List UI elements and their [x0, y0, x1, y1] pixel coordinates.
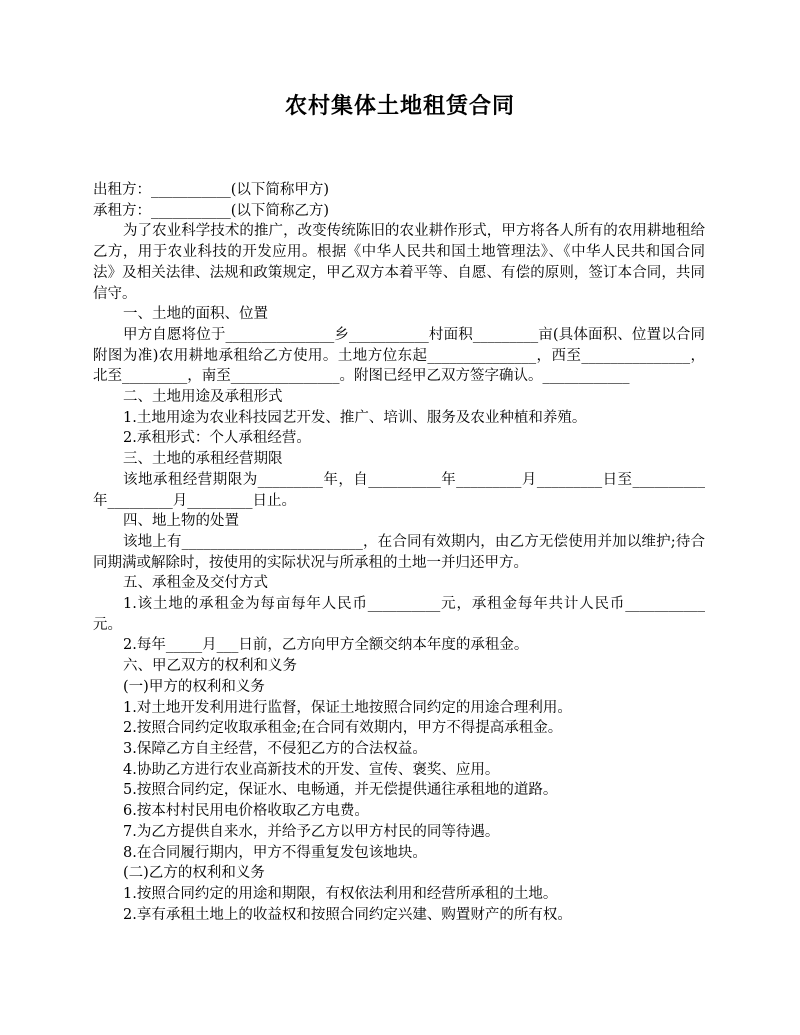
paragraph: 2.承租形式：个人承租经营。: [123, 430, 311, 447]
paragraph: 一、土地的面积、位置: [123, 306, 268, 323]
paragraph: 三、土地的承租经营期限: [123, 451, 283, 468]
paragraph: 2.按照合同约定收取承租金;在合同有效期内，甲方不得提高承租金。: [123, 720, 563, 737]
paragraph: 该地上有_________________________，在合同有效期内，由乙方无偿使用并加以维护;待合同期满或解除时，按使用的实际状况与所承租的土地一并归还甲方。: [93, 533, 705, 571]
paragraph: 1.土地用途为农业科技园艺开发、推广、培训、服务及农业种植和养殖。: [123, 409, 587, 426]
paragraph: (二)乙方的权利和义务: [123, 865, 265, 882]
paragraph: 六、甲乙双方的权利和义务: [123, 658, 297, 675]
paragraph: 二、土地用途及承租形式: [123, 389, 283, 406]
paragraph: 四、地上物的处置: [123, 513, 239, 530]
paragraph: (一)甲方的权利和义务: [123, 678, 265, 695]
paragraph: 1.对土地开发利用进行监督，保证土地按照合同约定的用途合理利用。: [123, 699, 572, 716]
paragraph: 5.按照合同约定，保证水、电畅通，并无偿提供通往承租地的道路。: [123, 782, 558, 799]
paragraph: 五、承租金及交付方式: [123, 575, 268, 592]
paragraph: 甲方自愿将位于_______________乡___________村面积_________亩(具体面积、位置以合同附图为准)农用耕地承租给乙方使用。土地方位东起_______________，西至_______________，北至_________，南至_______________。附图已经甲乙双方签字确认。____________: [93, 326, 705, 385]
paragraph: 承租方：___________(以下简称乙方): [93, 202, 330, 219]
document-title: 农村集体土地租赁合同: [284, 94, 515, 119]
paragraph: 该地承租经营期限为_________年，自__________年_________月_________日至__________年_________月_________日止。: [93, 471, 705, 509]
paragraph: 1.按照合同约定的用途和期限，有权依法利用和经营所承租的土地。: [123, 885, 558, 902]
document-body: [93, 180, 705, 925]
paragraph: 为了农业科学技术的推广，改变传统陈旧的农业耕作形式，甲方将各人所有的农用耕地租给乙方，用于农业科技的开发应用。根据《中华人民共和国土地管理法》、《中华人民共和国合同法》及相关法律、法规和政策规定，甲乙双方本着平等、自愿、有偿的原则，签订本合同，共同信守。: [93, 223, 705, 302]
paragraph: 2.享有承租土地上的收益权和按照合同约定兴建、购置财产的所有权。: [123, 906, 572, 923]
paragraph: 2.每年_____月___日前，乙方向甲方全额交纳本年度的承租金。: [123, 637, 529, 654]
paragraph: 6.按本村村民用电价格收取乙方电费。: [123, 803, 369, 820]
paragraph: 8.在合同履行期内，甲方不得重复发包该地块。: [123, 844, 427, 861]
paragraph: 3.保障乙方自主经营，不侵犯乙方的合法权益。: [123, 740, 427, 757]
paragraph: 4.协助乙方进行农业高新技术的开发、宣传、褒奖、应用。: [123, 761, 500, 778]
paragraph: 7.为乙方提供自来水，并给予乙方以甲方村民的同等待遇。: [123, 823, 500, 840]
paragraph: 1.该土地的承租金为每亩每年人民币__________元，承租金每年共计人民币___________元。: [93, 596, 705, 633]
paragraph: 出租方：___________(以下简称甲方): [93, 182, 330, 198]
